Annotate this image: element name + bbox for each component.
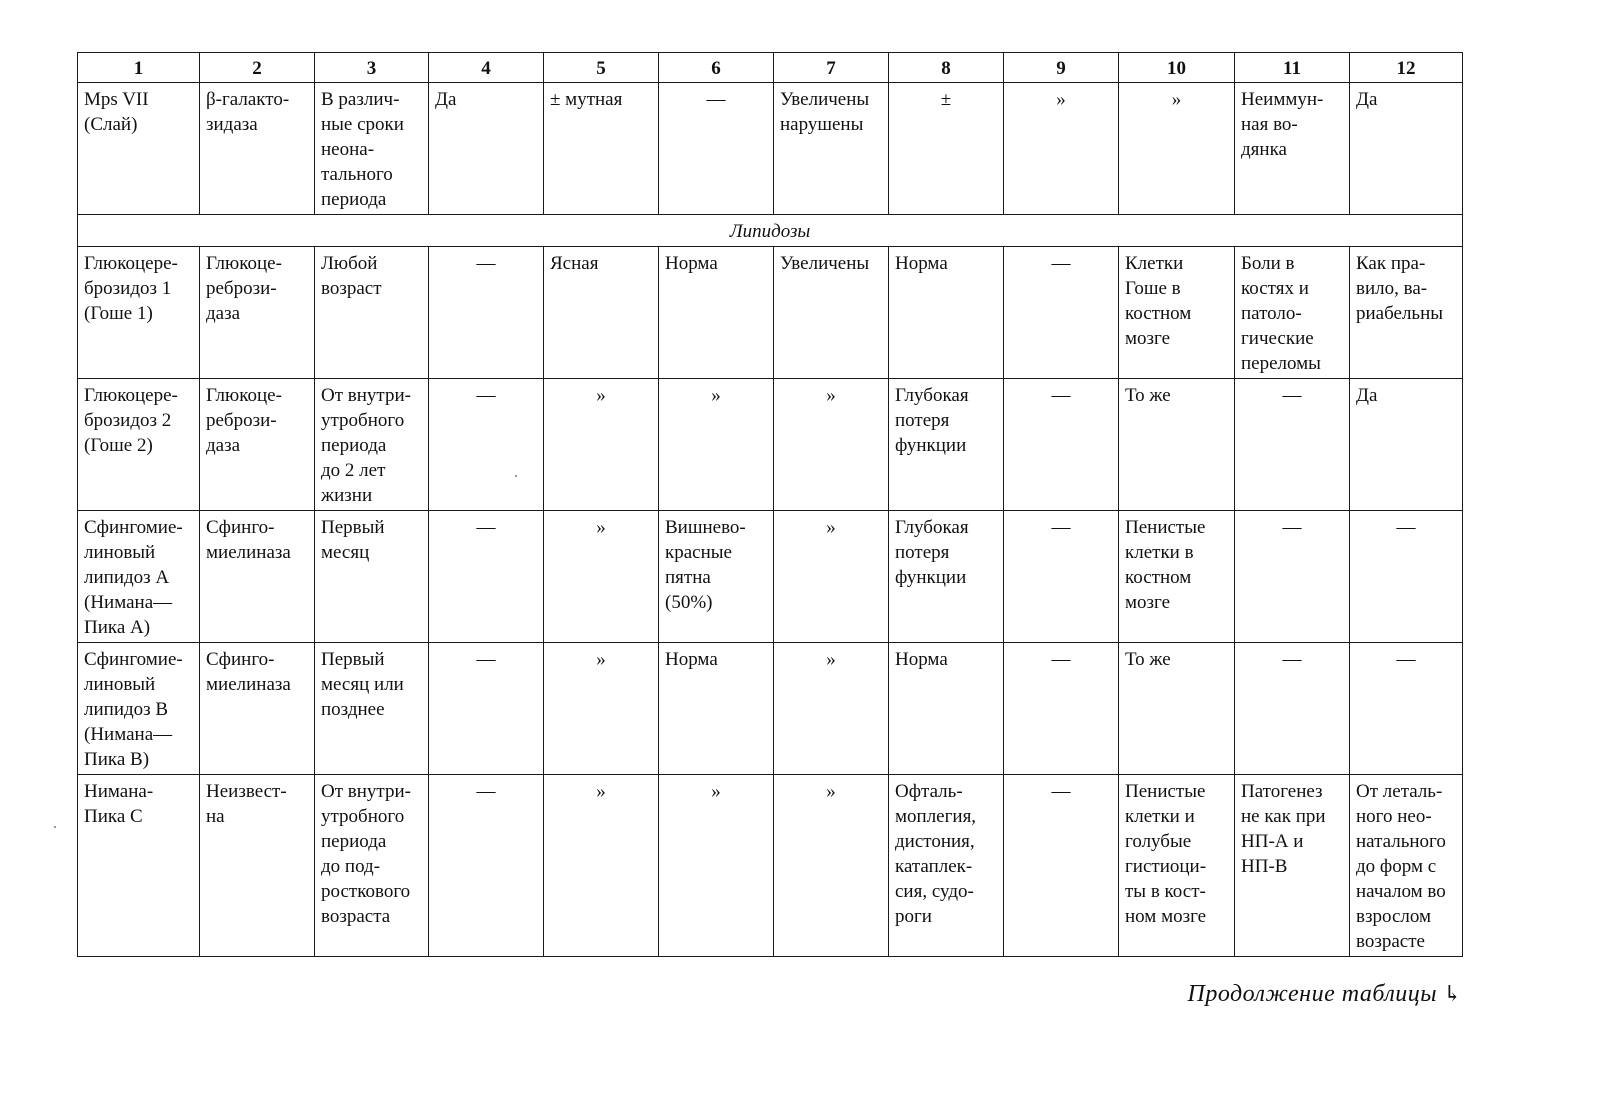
table-cell: —	[429, 247, 544, 379]
table-row	[78, 83, 1463, 215]
table-cell: »	[659, 775, 774, 957]
table-cell: »	[544, 511, 659, 643]
table-cell: Боли в костях и патоло- гические переломы	[1235, 247, 1350, 379]
column-header-7: 7	[774, 53, 889, 83]
continuation-arrow-icon: ↳	[1443, 981, 1462, 1006]
table-cell: Норма	[659, 247, 774, 379]
table-cell: —	[1235, 379, 1350, 511]
column-header-4: 4	[429, 53, 544, 83]
table-cell: Увеличены	[774, 247, 889, 379]
scan-speck	[54, 826, 56, 828]
table-cell: »	[1119, 83, 1235, 215]
table-cell: Норма	[889, 247, 1004, 379]
table-cell: Первый месяц или позднее	[315, 643, 429, 775]
table-cell: »	[544, 379, 659, 511]
table-cell: »	[1004, 83, 1119, 215]
table-cell: —	[1004, 643, 1119, 775]
table-cell: »	[544, 643, 659, 775]
table-cell: Вишнево- красные пятна (50%)	[659, 511, 774, 643]
table-cell: —	[1350, 643, 1463, 775]
continuation-text: Продолжение таблицы	[1187, 981, 1438, 1007]
table-cell: »	[774, 775, 889, 957]
continuation-note	[1188, 981, 1463, 1008]
table-row	[78, 643, 1463, 775]
header-row	[78, 53, 1463, 83]
table-cell: —	[1004, 511, 1119, 643]
table-cell: То же	[1119, 379, 1235, 511]
table-cell: Патогенез не как при НП-А и НП-В	[1235, 775, 1350, 957]
table-cell: —	[659, 83, 774, 215]
table-row	[78, 511, 1463, 643]
table-row	[78, 775, 1463, 957]
table-cell: Любой возраст	[315, 247, 429, 379]
table-cell: Пенистые клетки в костном мозге	[1119, 511, 1235, 643]
table-cell: Офталь- моплегия, дистония, катаплек- сия, судо- роги	[889, 775, 1004, 957]
table-cell: Пенистые клетки и голубые гистиоци- ты в кост- ном мозге	[1119, 775, 1235, 957]
table-cell: Да	[1350, 83, 1463, 215]
table-row	[78, 379, 1463, 511]
section-title: Липидозы	[78, 215, 1463, 247]
table-cell: Клетки Гоше в костном мозге	[1119, 247, 1235, 379]
column-header-11: 11	[1235, 53, 1350, 83]
table-cell: —	[1235, 643, 1350, 775]
table-cell: —	[429, 379, 544, 511]
table-cell: Да	[1350, 379, 1463, 511]
table-cell: От внутри- утробного периода до под- росткового возраста	[315, 775, 429, 957]
table-cell: Первый месяц	[315, 511, 429, 643]
table-cell: Глюкоцере- брозидоз 1 (Гоше 1)	[78, 247, 200, 379]
column-header-9: 9	[1004, 53, 1119, 83]
table-cell: Увеличены нарушены	[774, 83, 889, 215]
table-cell: Сфинго- миелиназа	[200, 643, 315, 775]
column-header-3: 3	[315, 53, 429, 83]
table-cell: Как пра- вило, ва- риабельны	[1350, 247, 1463, 379]
column-header-6: 6	[659, 53, 774, 83]
table-cell: —	[1004, 379, 1119, 511]
table-cell: Mps VII (Слай)	[78, 83, 200, 215]
table-cell: Сфингомие- линовый липидоз А (Нимана— Пика А)	[78, 511, 200, 643]
table-cell: β-галакто- зидаза	[200, 83, 315, 215]
section-row	[78, 215, 1463, 247]
table-cell: Да	[429, 83, 544, 215]
table-cell: Сфинго- миелиназа	[200, 511, 315, 643]
table-cell: Сфингомие- линовый липидоз В (Нимана— Пика В)	[78, 643, 200, 775]
table-row	[78, 247, 1463, 379]
table-cell: Глубокая потеря функции	[889, 379, 1004, 511]
table-cell: »	[774, 643, 889, 775]
table-cell: То же	[1119, 643, 1235, 775]
clinical-table	[77, 52, 1463, 957]
table-cell: Глюкоце- ребрози- даза	[200, 247, 315, 379]
column-header-12: 12	[1350, 53, 1463, 83]
table-cell: Ясная	[544, 247, 659, 379]
column-header-1: 1	[78, 53, 200, 83]
table-cell: —	[429, 511, 544, 643]
table-cell: —	[1004, 775, 1119, 957]
table-cell: »	[774, 511, 889, 643]
table-cell: —	[429, 643, 544, 775]
table-cell: —	[429, 775, 544, 957]
table-cell: Нимана- Пика С	[78, 775, 200, 957]
table-cell: Неизвест- на	[200, 775, 315, 957]
table-cell: Глубокая потеря функции	[889, 511, 1004, 643]
table-cell: ± мутная	[544, 83, 659, 215]
table-cell: —	[1350, 511, 1463, 643]
table-cell: —	[1004, 247, 1119, 379]
table-cell: »	[659, 379, 774, 511]
table-cell: Неиммун- ная во- дянка	[1235, 83, 1350, 215]
table-cell: В различ- ные сроки неона- тального периода	[315, 83, 429, 215]
table-cell: Глюкоцере- брозидоз 2 (Гоше 2)	[78, 379, 200, 511]
table-cell: Глюкоце- ребрози- даза	[200, 379, 315, 511]
scan-speck	[515, 475, 517, 477]
table-cell: От леталь- ного нео- натального до форм с началом во взрослом возрасте	[1350, 775, 1463, 957]
table-cell: ±	[889, 83, 1004, 215]
table-body	[78, 83, 1463, 957]
column-header-8: 8	[889, 53, 1004, 83]
table-cell: Норма	[659, 643, 774, 775]
table-cell: —	[1235, 511, 1350, 643]
table-cell: От внутри- утробного периода до 2 лет жизни	[315, 379, 429, 511]
table-cell: Норма	[889, 643, 1004, 775]
column-header-2: 2	[200, 53, 315, 83]
table-cell: »	[774, 379, 889, 511]
table-cell: »	[544, 775, 659, 957]
column-header-10: 10	[1119, 53, 1235, 83]
column-header-5: 5	[544, 53, 659, 83]
